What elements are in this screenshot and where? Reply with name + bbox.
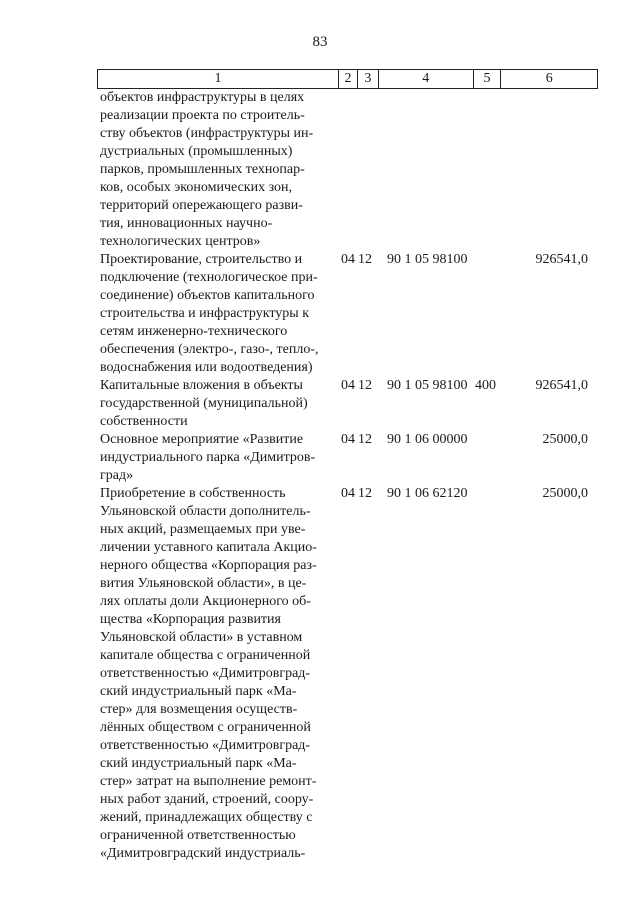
description-line: Основное мероприятие «Развитие (100, 432, 304, 447)
target-article-code: 90 1 06 62120 (387, 486, 468, 501)
table-row (97, 485, 598, 863)
amount: 25000,0 (542, 486, 588, 501)
table-row (97, 251, 598, 377)
description-line: ский индустриальный парк «Ма- (100, 684, 297, 699)
description-line: ству объектов (инфраструктуры ин- (100, 126, 314, 141)
table-header (97, 69, 598, 89)
description-line: Ульяновской области» в уставном (100, 630, 303, 645)
subsection-code: 12 (358, 486, 372, 501)
description-line: ков, особых экономических зон, (100, 180, 293, 195)
target-article-code: 90 1 05 98100 (387, 378, 468, 393)
amount: 926541,0 (535, 378, 588, 393)
description-line: ограниченной ответственностью (100, 828, 296, 843)
header-col-6: 6 (500, 70, 597, 88)
description-line: вития Ульяновской области», в це- (100, 576, 307, 591)
section-code: 04 (341, 378, 355, 393)
table-row (97, 377, 598, 431)
header-col-4: 4 (378, 70, 473, 88)
description-line: парков, промышленных технопар- (100, 162, 305, 177)
header-col-1: 1 (214, 71, 222, 86)
header-col-3: 3 (357, 70, 378, 88)
description-line: тия, инновационных научно- (100, 216, 273, 231)
header-col-5: 5 (473, 70, 501, 88)
description-line: стер» для возмещения осуществ- (100, 702, 298, 717)
description-line: ных акций, размещаемых при уве- (100, 522, 306, 537)
description-line: личении уставного капитала Акцио- (100, 540, 317, 555)
description-line: Проектирование, строительство и (100, 252, 303, 267)
table-row (97, 89, 598, 251)
budget-table (97, 69, 598, 863)
description-line: Приобретение в собственность (100, 486, 286, 501)
description-line: Ульяновской области дополнитель- (100, 504, 311, 519)
subsection-code: 12 (358, 378, 372, 393)
row-description (97, 377, 338, 431)
description-line: водоснабжения или водоотведения) (100, 360, 313, 375)
description-line: сетям инженерно-технического (100, 324, 288, 339)
row-description (97, 89, 338, 251)
description-line: территорий опережающего разви- (100, 198, 303, 213)
description-line: ответственностью «Димитровград- (100, 666, 311, 681)
section-code: 04 (341, 486, 355, 501)
table-body (97, 89, 598, 863)
description-line: государственной (муниципальной) (100, 396, 308, 411)
description-line: жений, принадлежащих обществу с (100, 810, 313, 825)
description-line: подключение (технологическое при- (100, 270, 318, 285)
description-line: соединение) объектов капитального (100, 288, 315, 303)
table-row (97, 431, 598, 485)
expense-type-code: 400 (475, 378, 496, 393)
description-line: ответственностью «Димитровград- (100, 738, 311, 753)
description-line: технологических центров» (100, 234, 261, 249)
row-description (97, 431, 338, 485)
target-article-code: 90 1 05 98100 (387, 252, 468, 267)
subsection-code: 12 (358, 432, 372, 447)
description-line: дустриальных (промышленных) (100, 144, 293, 159)
row-description (97, 485, 338, 863)
amount: 926541,0 (535, 252, 588, 267)
description-line: ский индустриальный парк «Ма- (100, 756, 297, 771)
description-line: град» (100, 468, 134, 483)
section-code: 04 (341, 432, 355, 447)
description-line: строительства и инфраструктуры к (100, 306, 310, 321)
page-number: 83 (312, 34, 328, 50)
section-code: 04 (341, 252, 355, 267)
description-line: «Димитровградский индустриаль- (100, 846, 306, 861)
header-col-2: 2 (338, 70, 357, 88)
description-line: стер» затрат на выполнение ремонт- (100, 774, 317, 789)
description-line: нерного общества «Корпорация раз- (100, 558, 317, 573)
row-description (97, 251, 338, 377)
description-line: реализации проекта по строитель- (100, 108, 305, 123)
description-line: лях оплаты доли Акционерного об- (100, 594, 311, 609)
target-article-code: 90 1 06 00000 (387, 432, 468, 447)
description-line: собственности (100, 414, 188, 429)
description-line: Капитальные вложения в объекты (100, 378, 303, 393)
description-line: капитале общества с ограниченной (100, 648, 311, 663)
description-line: ных работ зданий, строений, соору- (100, 792, 314, 807)
description-line: обеспечения (электро-, газо-, тепло-, (100, 342, 319, 357)
description-line: объектов инфраструктуры в целях (100, 90, 305, 105)
description-line: лённых обществом с ограниченной (100, 720, 311, 735)
description-line: щества «Корпорация развития (100, 612, 281, 627)
subsection-code: 12 (358, 252, 372, 267)
description-line: индустриального парка «Димитров- (100, 450, 316, 465)
amount: 25000,0 (542, 432, 588, 447)
